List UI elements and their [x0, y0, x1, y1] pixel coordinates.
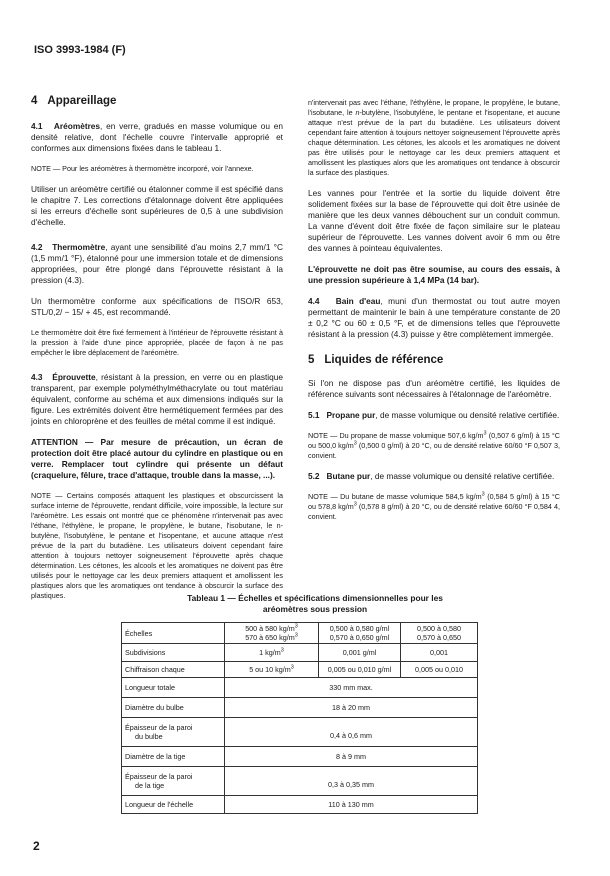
section-5-intro: Si l'on ne dispose pas d'un aréomètre certifié, les liquides de référence suivants sont nécessaires à l'étalonnage de l'aréomètre.	[308, 378, 560, 399]
table-cell: 0,005 ou 0,010	[401, 662, 478, 678]
note-5-1: NOTE — Du propane de masse volumique 507,6 $kg/m^3$ (0,507 6 g/ml) à 15 °C ou 500,0 $kg/m^3$ (0,500 0 g/ml) à 20 °C, ou de densité relative 60/60 °F 0,507 3, convient.	[308, 430, 560, 460]
note-4-3-continued: n'intervenait pas avec l'éthane, l'éthylène, le propane, le propylène, le butane, l'isobutane, le n-butylène, l'isobutylène, le pentane et l'isopentane, et aucune attaque n'est prévue de la part du butadiène. Les utilisateurs doivent cependant faire attention à toujours nettoyer soigneusement l'éprouvette après chaque détermination. Les cétones, les alcools et les aromatiques ne doivent pas être utilisés pour le nettoyage car les deux premiers attaquent et amollissent les plastiques alors que les aromatiques ont tendance à obscurcir la surface des plastiques.	[308, 98, 560, 177]
section-4-heading	[31, 95, 283, 107]
table-cell: 0,001	[401, 644, 478, 662]
table-row	[122, 767, 478, 796]
row-label: Épaisseur de la paroi du bulbe	[122, 718, 225, 747]
row-label: Chiffraison chaque	[122, 662, 225, 678]
row-label: Longueur de l'échelle	[122, 796, 225, 814]
table-title: Tableau 1 — Échelles et spécifications dimensionnelles pour les aréomètres sous pression	[187, 593, 443, 614]
clause-4-2: 4.2 Thermomètre, ayant une sensibilité d'au moins 2,7 mm/1 °C (1,5 mm/1 °F), étalonné pour une immersion totale et de dimensions appropriées, pour être plongé dans l'éprouvette résistant à la pression (4.3).	[31, 242, 283, 285]
row-label: Longueur totale	[122, 678, 225, 698]
paragraph-4-2-spec: Un thermomètre conforme aux spécifications de l'ISO/R 653, STL/0,2/ − 15/ + 45, est recommandé.	[31, 296, 283, 317]
left-column	[31, 95, 284, 600]
table-row	[122, 747, 478, 767]
clause-5-2: 5.2 Butane pur, de masse volumique ou densité relative certifiée.	[308, 471, 555, 481]
section-number: 4	[31, 95, 38, 107]
document-header: ISO 3993-1984 (F)	[34, 44, 126, 56]
clause-5-1: 5.1 Propane pur, de masse volumique ou densité relative certifiée.	[308, 410, 560, 420]
paragraph-vannes: Les vannes pour l'entrée et la sortie du liquide doivent être solidement fixées sur la base de l'éprouvette qui doit être usinée de manière que les deux vannes débouchent sur un conduit commun. La vanne d'évent doit être fixée de façon similaire sur le plateau supérieur de l'éprouvette. Les vannes doivent avoir 6 mm ou être des vannes à pointeau équivalentes.	[308, 188, 560, 253]
pressure-warning: L'éprouvette ne doit pas être soumise, au cours des essais, à une pression supérieure à 1,4 MPa (14 bar).	[308, 264, 560, 285]
table-cell: 1 $kg/m^3$	[225, 644, 319, 662]
row-label: Diamètre de la tige	[122, 747, 225, 767]
clause-4-4: 4.4 Bain d'eau, muni d'un thermostat ou tout autre moyen permettant de maintenir le bain à une température constante de 20 ± 0,2 °C ou 60 ± 0,5 °F, et de dimensions telles que l'éprouvette résistant à la pression (4.3) puisse y être complètement immergée.	[308, 296, 560, 339]
right-column	[308, 98, 560, 532]
table-cell: 18 à 20 mm	[225, 698, 478, 718]
table-cell: 8 à 9 mm	[225, 747, 478, 767]
note-4-1: NOTE — Pour les aréomètres à thermomètre incorporé, voir l'annexe.	[31, 164, 254, 173]
table-cell: 5 ou 10 $kg/m^3$	[225, 662, 319, 678]
table-cell: 330 mm max.	[225, 678, 478, 698]
clause-4-1: 4.1 Aréomètres, en verre, gradués en masse volumique ou en densité relative, dont l'échelle couvre l'intervalle approprié et conformes aux dimensions fixées dans le tableau 1.	[31, 121, 284, 153]
row-label: Subdivisions	[122, 644, 225, 662]
note-5-2: NOTE — Du butane de masse volumique 584,5 $kg/m^3$ (0,584 5 g/ml) à 15 °C ou 578,8 $kg/m^3$ (0,578 8 g/ml) à 20 °C, ou de densité relative 60/60 °F 0,584 4, convient.	[308, 491, 560, 521]
table-cell: 0,001 g/ml	[319, 644, 401, 662]
row-label: Diamètre du bulbe	[122, 698, 225, 718]
table-row	[122, 718, 478, 747]
paragraph-4-2-fixing: Le thermomètre doit être fixé fermement à l'intérieur de l'éprouvette résistant à la pression à l'aide d'une pince appropriée, placée de façon à ne pas empêcher le libre déplacement de l'aréomètre.	[31, 328, 283, 357]
section-5-heading: 5 Liquides de référence	[308, 354, 444, 366]
row-label: Épaisseur de la paroi de la tige	[122, 767, 225, 796]
table-cell: 0,500 à 0,580 g/ml 0,570 à 0,650 g/ml	[319, 623, 401, 644]
table-row	[122, 644, 478, 662]
table-row	[122, 662, 478, 678]
dimensions-table	[121, 622, 478, 814]
table-cell: 0,3 à 0,35 mm	[225, 767, 478, 796]
table-row	[122, 623, 478, 644]
page-number: 2	[33, 839, 40, 853]
table-cell: 0,4 à 0,6 mm	[225, 718, 478, 747]
table-cell: 0,005 ou 0,010 g/ml	[319, 662, 401, 678]
note-4-3-plastics: NOTE — Certains composés attaquent les plastiques et obscurcissent la surface interne de l'éprouvette, rendant difficile, voire impossible, la lecture sur l'aréomètre. Les essais ont montré que ce phénomène n'intervenait pas avec l'éthane, l'éthylène, le propane, le propylène, le butane, l'isobutane, le n-butylène, l'isobutylène, le pentane et l'isopentane, et aucune attaque n'est prévue de la part du butadiène. Les utilisateurs doivent cependant faire attention à toujours nettoyer soigneusement l'éprouvette après chaque détermination. Les cétones, les alcools et les aromatiques ne doivent pas être utilisés pour le nettoyage car les deux premiers attaquent et amollissent les plastiques alors que les aromatiques ont tendance à obscurcir la surface des plastiques.	[31, 491, 283, 600]
table-cell: 110 à 130 mm	[225, 796, 478, 814]
table-row	[122, 796, 478, 814]
attention-warning: ATTENTION — Par mesure de précaution, un écran de protection doit être placé autour du cylindre en plastique ou en verre. Remplacer tout cylindre qui présente un défaut (craquelure, fêlure, trace d'attaque, trouble dans la masse, ...).	[31, 437, 283, 480]
section-title: Appareillage	[47, 95, 117, 107]
table-row	[122, 698, 478, 718]
table-cell: 0,500 à 0,580 0,570 à 0,650	[401, 623, 478, 644]
table-row	[122, 678, 478, 698]
paragraph-4-1-calibration: Utiliser un aréomètre certifié ou étalonner comme il est spécifié dans le chapitre 7. Les corrections d'étalonnage doivent être appliquées si les erreurs d'échelle sont supérieures de 0,5 à une subdivision d'échelle.	[31, 184, 283, 227]
row-label: Échelles	[122, 623, 225, 644]
clause-4-3: 4.3 Éprouvette, résistant à la pression, en verre ou en plastique transparent, par exemple polyméthylméthacrylate ou tout matériau équivalent, conforme au schéma et aux dimensions indiqués sur la figure. Les extrémités doivent être hermétiquement fermées par des joints en chloroprène et des feuilles de métal comme il est indiqué.	[31, 372, 283, 426]
table-cell: 500 à 580 $kg/m^3$ 570 à 650 $kg/m^3$	[225, 623, 319, 644]
